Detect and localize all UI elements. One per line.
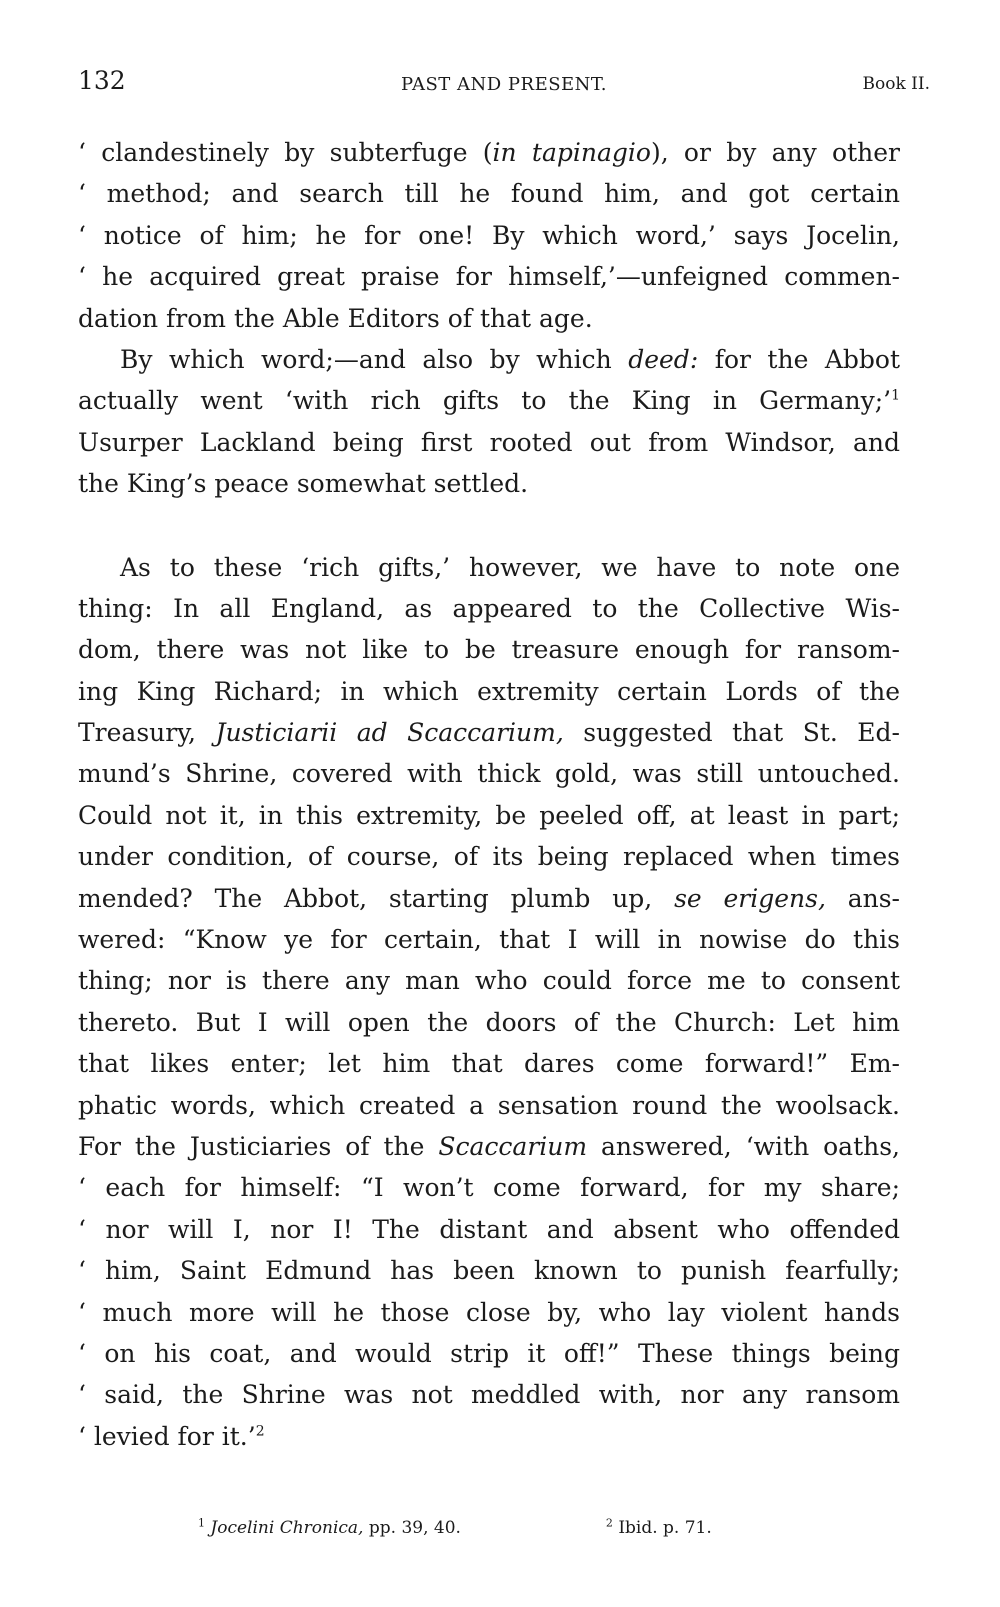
- text-segment: that likes enter; let him that dares come forward!” Em-: [78, 1049, 900, 1079]
- text-line: [78, 173, 900, 214]
- text-line: [78, 919, 900, 960]
- text-segment: Treasury,: [78, 718, 216, 748]
- paragraph-2: [78, 339, 900, 505]
- text-line: [78, 1333, 900, 1374]
- text-line: [78, 1416, 900, 1457]
- footnote-reference: 2: [255, 1423, 265, 1440]
- footnote-mark: 1: [198, 1516, 205, 1530]
- footnote-mark: 2: [605, 1516, 613, 1530]
- text-segment: thing: In all England, as appeared to the Collective Wis-: [78, 593, 900, 623]
- text-line: [78, 339, 900, 380]
- text-segment: ‘ method; and search till he found him, and got certain: [78, 179, 900, 209]
- text-line: [78, 588, 900, 629]
- footnote-text: Ibid. p. 71.: [618, 1518, 712, 1538]
- text-line: [78, 547, 900, 588]
- text-segment: Could not it, in this extremity, be peeled off, at least in part;: [78, 800, 900, 830]
- text-line: [78, 1126, 900, 1167]
- text-segment: thing; nor is there any man who could force me to consent: [78, 966, 900, 996]
- paragraph-3: [78, 547, 900, 1458]
- text-line: [78, 1002, 900, 1043]
- page-number: 132: [78, 66, 126, 95]
- text-segment: As to these ‘rich gifts,’ however, we have to note one: [120, 552, 900, 582]
- paragraph-1: [78, 132, 900, 339]
- text-segment: wered: “Know ye for certain, that I will in nowise do this: [78, 925, 900, 955]
- footnote-reference: 1: [891, 388, 900, 405]
- italic-text: se erigens,: [674, 883, 826, 913]
- text-line: [78, 1250, 900, 1291]
- text-segment: suggested that St. Ed-: [563, 718, 901, 748]
- text-line: [78, 629, 900, 670]
- text-line: [78, 256, 900, 297]
- text-segment: By which word;—and also by which: [120, 344, 629, 374]
- footnote-2: [606, 1518, 712, 1538]
- text-segment: ‘ said, the Shrine was not meddled with, nor any ransom: [78, 1380, 900, 1410]
- text-segment: answered, ‘with oaths,: [587, 1131, 901, 1161]
- text-line: [78, 132, 900, 173]
- text-line: [78, 298, 900, 339]
- footnote-text: pp. 39, 40.: [363, 1518, 461, 1538]
- text-segment: ‘ clandestinely by subterfuge (: [78, 138, 493, 167]
- text-segment: ‘ levied for it.’: [78, 1421, 256, 1451]
- text-segment: ‘ he acquired great praise for himself,’—unfeigned commen-: [78, 262, 900, 292]
- text-line: [78, 422, 900, 463]
- text-line: [78, 1209, 900, 1250]
- text-line: [78, 1167, 900, 1208]
- text-segment: ‘ notice of him; he for one! By which word,’ says Jocelin,: [78, 220, 900, 250]
- text-segment: thereto. But I will open the doors of the Church: Let him: [78, 1007, 900, 1037]
- text-line: [78, 1292, 900, 1333]
- text-segment: Usurper Lackland being first rooted out from Windsor, and: [78, 427, 900, 457]
- text-segment: actually went ‘with rich gifts to the King in Germany;’: [78, 386, 892, 416]
- text-segment: dation from the Able Editors of that age.: [78, 303, 593, 333]
- text-line: [78, 836, 900, 877]
- text-line: [78, 753, 900, 794]
- text-segment: ‘ much more will he those close by, who lay violent hands: [78, 1297, 900, 1327]
- text-line: [78, 1043, 900, 1084]
- footnotes: [78, 1518, 930, 1538]
- text-line: [78, 795, 900, 836]
- italic-text: Scaccarium: [438, 1131, 588, 1161]
- text-segment: ‘ him, Saint Edmund has been known to punish fearfully;: [78, 1256, 900, 1286]
- text-segment: mund’s Shrine, covered with thick gold, was still untouched.: [78, 759, 900, 789]
- text-segment: ans-: [825, 883, 901, 913]
- text-segment: ‘ each for himself: “I won’t come forward, for my share;: [78, 1173, 900, 1203]
- text-line: [78, 215, 900, 256]
- text-line: [78, 1374, 900, 1415]
- footnote-1: [198, 1518, 461, 1538]
- text-segment: mended? The Abbot, starting plumb up,: [78, 883, 675, 913]
- text-segment: for the Abbot: [698, 344, 900, 374]
- text-line: [78, 1085, 900, 1126]
- text-segment: ing King Richard; in which extremity certain Lords of the: [78, 676, 900, 706]
- page-header: [78, 66, 930, 106]
- footnote-title: Jocelini Chronica,: [210, 1518, 364, 1538]
- text-segment: ‘ on his coat, and would strip it off!” These things being: [78, 1338, 900, 1368]
- running-title: PAST AND PRESENT.: [400, 74, 608, 95]
- text-segment: under condition, of course, of its being replaced when times: [78, 842, 900, 872]
- text-segment: For the Justiciaries of the: [78, 1131, 439, 1161]
- text-segment: ), or by any other: [650, 138, 900, 167]
- italic-text: Justiciarii ad Scaccarium,: [215, 718, 564, 748]
- italic-text: deed:: [628, 344, 699, 374]
- section-gap: [78, 505, 900, 547]
- body-text: [78, 132, 900, 1457]
- text-line: [78, 671, 900, 712]
- text-segment: the King’s peace somewhat settled.: [78, 469, 529, 499]
- text-line: [78, 960, 900, 1001]
- book-label: Book II.: [862, 74, 930, 94]
- text-segment: phatic words, which created a sensation round the woolsack.: [78, 1090, 900, 1120]
- text-segment: dom, there was not like to be treasure enough for ransom-: [78, 635, 900, 665]
- text-line: [78, 712, 900, 753]
- text-line: [78, 463, 900, 504]
- text-segment: ‘ nor will I, nor I! The distant and absent who offended: [78, 1214, 900, 1244]
- text-line: [78, 380, 900, 421]
- italic-text: in tapinagio: [492, 138, 651, 167]
- text-line: [78, 878, 900, 919]
